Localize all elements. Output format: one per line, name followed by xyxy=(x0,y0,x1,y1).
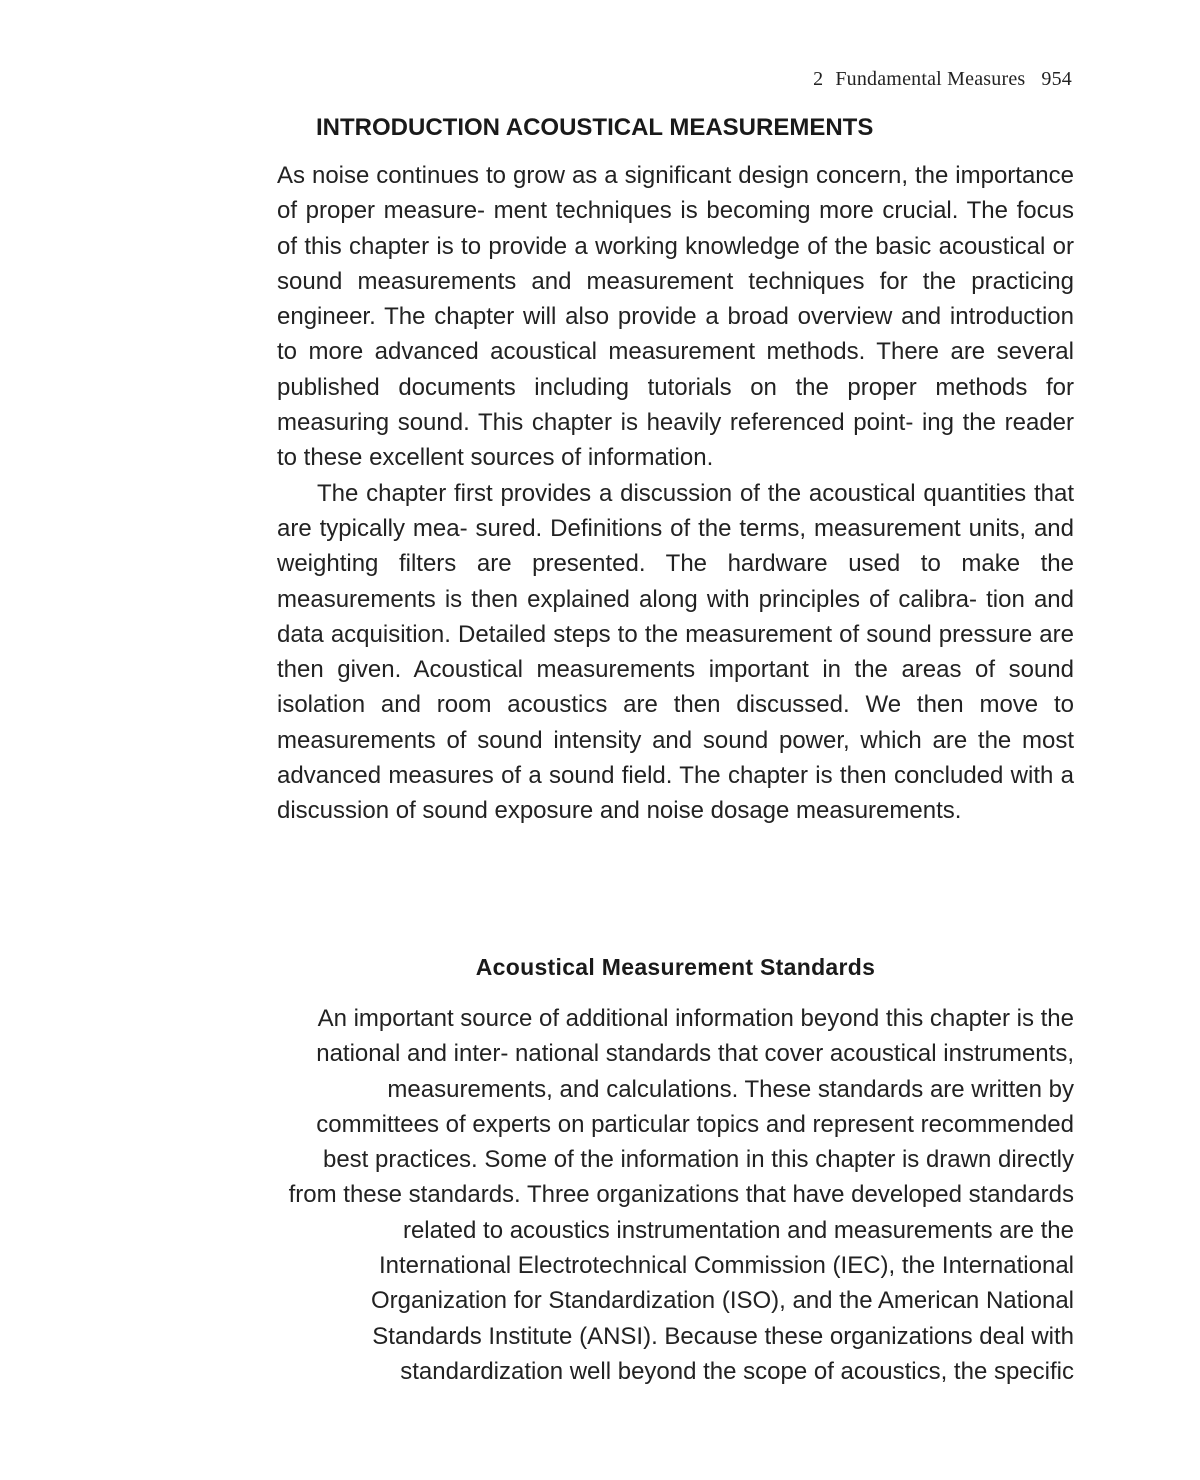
chapter-title: INTRODUCTION ACOUSTICAL MEASUREMENTS xyxy=(316,114,874,141)
chapter-number: 2 xyxy=(813,68,824,90)
page-number: 954 xyxy=(1041,68,1072,90)
chapter-name: Fundamental Measures xyxy=(835,68,1026,90)
standards-paragraph: An important source of additional information beyond this chapter is the national and inter- national standards that cover acoustical instruments, measurements, and calculations. These standards are written by committees of experts on particular topics and represent recommended best practices. Some of the information in this chapter is drawn directly from these standards. Three organizations that have developed standards related to acoustics instrumentation and measurements are the International Electrotechnical Commission (IEC), the International Organization for Standardization (ISO), and the American National Standards Institute (ANSI). Because these organizations deal with standardization well beyond the scope of acoustics, the specific xyxy=(288,1005,1074,1385)
running-header xyxy=(813,68,1072,91)
intro-paragraph-2: The chapter first provides a discussion of the acoustical quantities that are typically mea- sured. Definitions of the terms, measurement units, and weighting filters are presented. The hardware used to make the measurements is then explained along with principles of calibra- tion and data acquisition. Detailed steps to the measurement of sound pressure are then given. Acoustical measurements important in the areas of sound isolation and room acoustics are then discussed. We then move to measurements of sound intensity and sound power, which are the most advanced measures of a sound field. The chapter is then concluded with a discussion of sound exposure and noise dosage measurements. xyxy=(277,479,1074,825)
introduction-section xyxy=(277,158,1074,829)
section-heading: Acoustical Measurement Standards xyxy=(475,954,876,980)
intro-paragraph-1: As noise continues to grow as a significant design concern, the importance of proper measure- ment techniques is becoming more crucial. The focus of this chapter is to provide a working knowledge of the basic acoustical or sound measurements and measurement techniques for the practicing engineer. The chapter will also provide a broad overview and introduction to more advanced acoustical measurement methods. There are several published documents including tutorials on the proper methods for measuring sound. This chapter is heavily referenced point- ing the reader to these excellent sources of information. xyxy=(277,162,1074,472)
standards-section xyxy=(284,1001,1074,1389)
